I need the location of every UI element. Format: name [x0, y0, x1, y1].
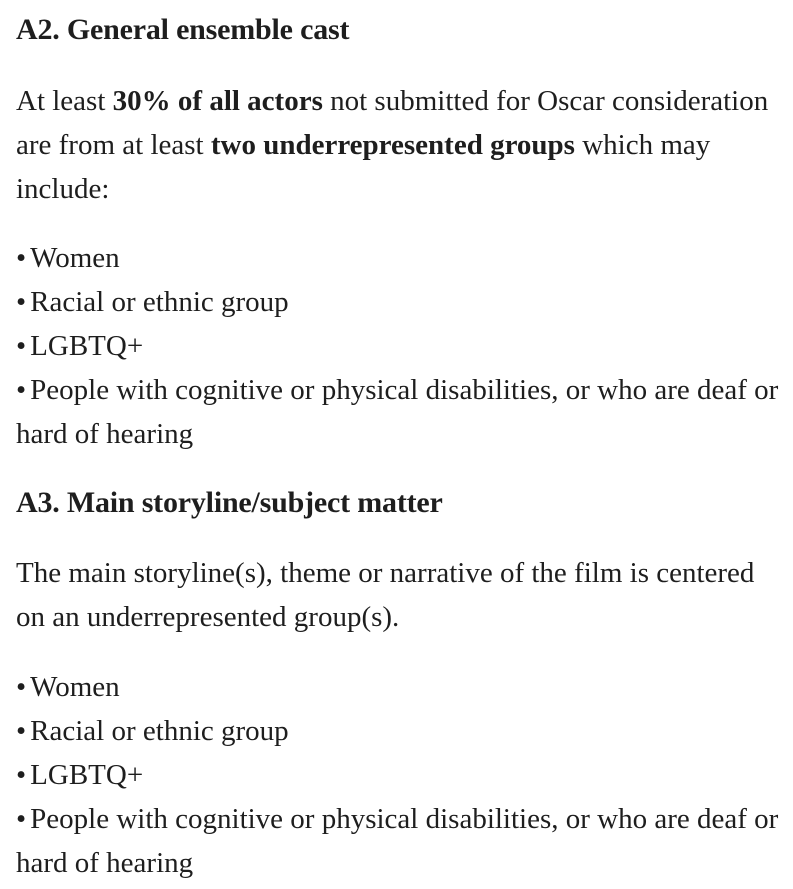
section-a3-heading: A3. Main storyline/subject matter	[16, 486, 443, 519]
bullet-icon: •	[16, 374, 27, 406]
bullet-icon: •	[16, 671, 27, 703]
list-item	[16, 368, 786, 456]
list-item-text: Women	[30, 242, 120, 274]
list-item	[16, 280, 786, 324]
list-item	[16, 709, 786, 753]
section-a3-intro: The main storyline(s), theme or narrative of the film is centered on an underrepresented group(s).	[16, 557, 755, 633]
bullet-icon: •	[16, 330, 27, 362]
section-a2-list	[16, 236, 786, 456]
bullet-icon: •	[16, 242, 27, 274]
section-a2-heading: A2. General ensemble cast	[16, 13, 350, 46]
list-item-text: LGBTQ+	[30, 330, 144, 362]
list-item-text: People with cognitive or physical disabilities, or who are deaf or hard of hearing	[16, 803, 779, 879]
intro-text-2: not submitted for Oscar consideration are from at least	[16, 85, 769, 161]
bullet-icon: •	[16, 803, 27, 835]
bullet-icon: •	[16, 715, 27, 747]
list-item	[16, 324, 786, 368]
list-item	[16, 753, 786, 797]
bullet-icon: •	[16, 759, 27, 791]
list-item	[16, 665, 786, 709]
list-item	[16, 797, 786, 885]
intro-bold-2: two underrepresented groups	[210, 129, 575, 161]
list-item-text: Women	[30, 671, 120, 703]
section-a3-list	[16, 665, 786, 885]
section-a2-intro	[16, 79, 776, 211]
list-item-text: LGBTQ+	[30, 759, 144, 791]
intro-text-3: which may include:	[16, 129, 711, 205]
list-item	[16, 236, 786, 280]
bullet-icon: •	[16, 286, 27, 318]
list-item-text: Racial or ethnic group	[30, 715, 289, 747]
list-item-text: Racial or ethnic group	[30, 286, 289, 318]
list-item-text: People with cognitive or physical disabilities, or who are deaf or hard of hearing	[16, 374, 779, 450]
intro-bold-1: 30% of all actors	[112, 85, 323, 117]
intro-text-1: At least	[16, 85, 113, 117]
